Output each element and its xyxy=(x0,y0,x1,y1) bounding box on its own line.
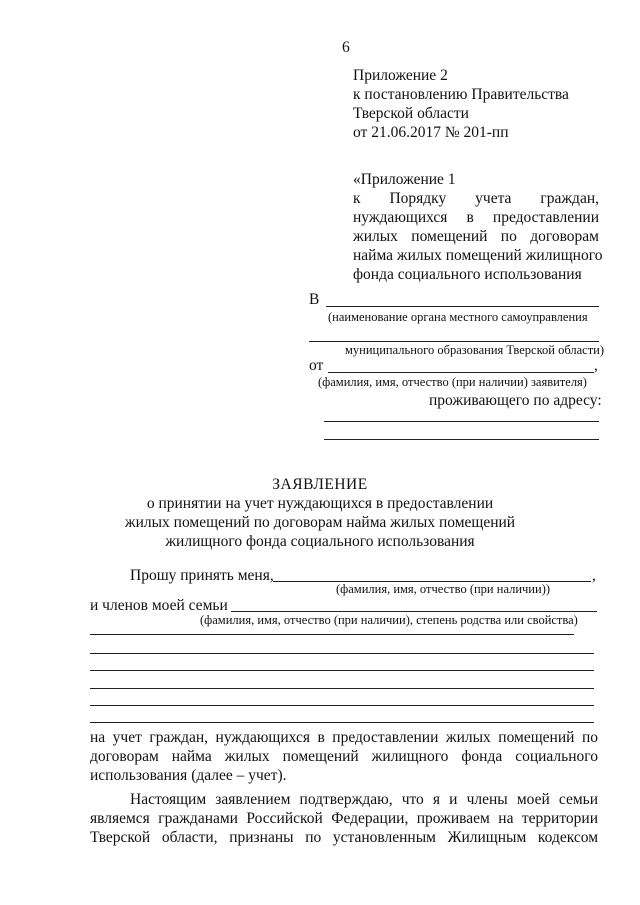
org-hint: (наименование органа местного самоуправления xyxy=(328,310,588,324)
appendix2-line3: от 21.06.2017 № 201-пп xyxy=(353,124,509,141)
residing-label: проживающего по адресу: xyxy=(429,392,602,409)
from-comma: , xyxy=(594,357,598,374)
family-extra-line[interactable] xyxy=(90,705,594,706)
heading-line2: жилых помещений по договорам найма жилых помещений xyxy=(124,514,516,531)
appendix2-line2: Тверской области xyxy=(353,105,469,122)
paragraph1-last-line: использования (далее – учет). xyxy=(90,767,287,784)
family-extra-line[interactable] xyxy=(90,670,594,671)
family-field-line[interactable] xyxy=(231,611,597,612)
family-extra-line[interactable] xyxy=(90,722,594,723)
request-label: Прошу принять меня, xyxy=(130,567,274,584)
paragraph2-line: Настоящим заявлением подтверждаю, что я и члены моей семьи xyxy=(130,791,598,808)
org-field-line[interactable] xyxy=(326,306,599,307)
appendix1-line: нуждающихся в предоставлении xyxy=(353,209,599,226)
applicant-field-line[interactable] xyxy=(328,372,594,373)
address-field-line-1[interactable] xyxy=(324,421,599,422)
paragraph2-line: Тверской области, признаны по установленным Жилищным кодексом xyxy=(90,829,598,846)
to-prefix: В xyxy=(309,291,320,308)
appendix1-line: найма жилых помещений жилищного xyxy=(353,247,603,264)
heading-line3: жилищного фонда социального использования xyxy=(165,533,475,550)
family-hint: (фамилия, имя, отчество (при наличии), степень родства или свойства) xyxy=(200,613,578,627)
family-extra-line[interactable] xyxy=(90,653,594,654)
name-hint: (фамилия, имя, отчество (при наличии)) xyxy=(336,582,551,596)
request-comma: , xyxy=(592,567,596,584)
municipality-hint: муниципального образования Тверской области) xyxy=(345,343,605,357)
document-title: ЗАЯВЛЕНИЕ xyxy=(272,476,368,493)
appendix1-line: к Порядку учета граждан, xyxy=(353,190,599,207)
family-extra-line[interactable] xyxy=(90,688,594,689)
page-number: 6 xyxy=(342,39,350,56)
municipality-field-line[interactable] xyxy=(309,341,599,342)
heading-line1: о принятии на учет нуждающихся в предоставлении xyxy=(146,495,494,512)
appendix2-line1: к постановлению Правительства xyxy=(353,86,569,103)
appendix1-title: «Приложение 1 xyxy=(353,171,456,188)
appendix2-title: Приложение 2 xyxy=(353,67,448,84)
family-extra-line[interactable] xyxy=(90,634,574,635)
appendix1-line: фонда социального использования xyxy=(353,266,582,283)
paragraph1-line: на учет граждан, нуждающихся в предоставлении жилых помещений по xyxy=(90,729,598,746)
paragraph2-line: являемся гражданами Российской Федерации, проживаем на территории xyxy=(90,810,598,827)
paragraph1-line: договорам найма жилых помещений жилищного фонда социального xyxy=(90,748,598,765)
from-prefix: от xyxy=(309,357,324,374)
address-field-line-2[interactable] xyxy=(324,439,599,440)
appendix1-line: жилых помещений по договорам xyxy=(353,228,599,245)
applicant-hint: (фамилия, имя, отчество (при наличии) заявителя) xyxy=(318,375,587,389)
family-label: и членов моей семьи xyxy=(90,597,228,614)
